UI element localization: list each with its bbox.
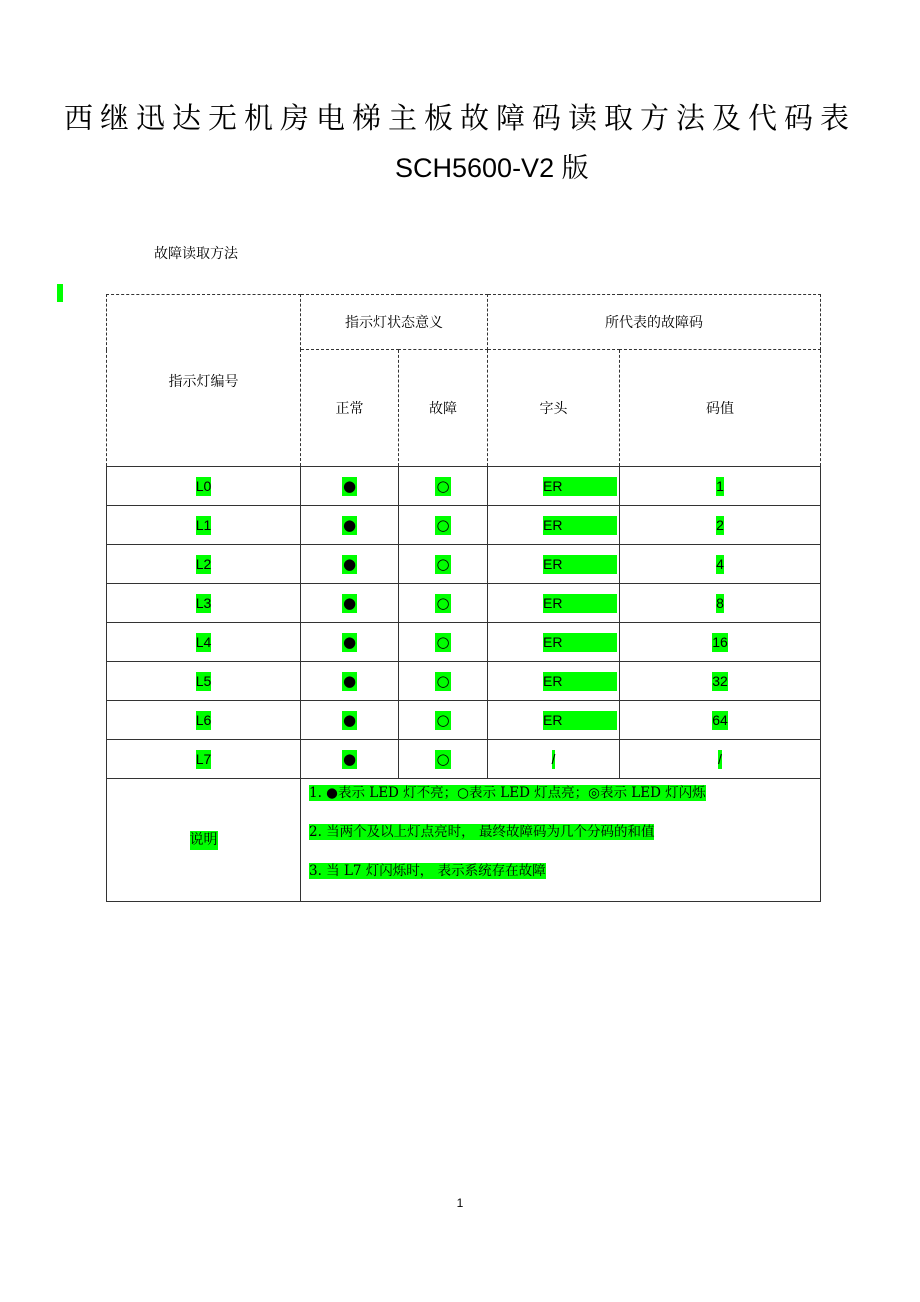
page-number: 1: [456, 1196, 464, 1210]
indicator-id-cell: [107, 701, 301, 740]
fault-cell: [399, 623, 488, 662]
code-value: 4: [716, 555, 724, 572]
prefix-value: ER: [543, 477, 617, 496]
filled-circle-icon: ●: [342, 671, 357, 690]
code-value-cell: [620, 662, 821, 701]
filled-circle-icon: ●: [342, 710, 357, 729]
fault-cell: [399, 467, 488, 506]
header-normal: 正常: [301, 350, 399, 467]
fault-cell: [399, 662, 488, 701]
hollow-circle-icon: ○: [436, 710, 450, 729]
prefix-cell: [488, 623, 620, 662]
prefix-cell: [488, 467, 620, 506]
note-item-text: 1. ●表示 LED 灯不亮；○表示 LED 灯点亮；◎表示 LED 灯闪烁: [309, 785, 706, 801]
indicator-id-cell: [107, 584, 301, 623]
fault-code-table: [106, 294, 821, 902]
fault-cell: [399, 584, 488, 623]
prefix-value: ER: [543, 672, 617, 691]
note-item: [309, 784, 820, 823]
table-row: [107, 584, 821, 623]
table-row: [107, 467, 821, 506]
code-value-cell: [620, 506, 821, 545]
normal-cell: [301, 740, 399, 779]
notes-label-cell: [107, 779, 301, 902]
prefix-value: ER: [543, 633, 617, 652]
indicator-id: L7: [195, 750, 212, 767]
indicator-id: L1: [195, 516, 212, 533]
code-value-cell: [620, 623, 821, 662]
normal-cell: [301, 467, 399, 506]
hollow-circle-icon: ○: [436, 632, 450, 651]
hollow-circle-icon: ○: [436, 671, 450, 690]
filled-circle-icon: ●: [342, 632, 357, 651]
prefix-cell: [488, 584, 620, 623]
table-header-row-1: [107, 295, 821, 350]
filled-circle-icon: ●: [342, 554, 357, 573]
prefix-value: ER: [543, 594, 617, 613]
hollow-circle-icon: ○: [436, 515, 450, 534]
note-item-text: 3. 当 L7 灯闪烁时， 表示系统存在故障: [309, 863, 546, 879]
indicator-id: L6: [195, 711, 212, 728]
code-value: 8: [716, 594, 724, 611]
prefix-value: ER: [543, 516, 617, 535]
hollow-circle-icon: ○: [436, 476, 450, 495]
title-line-2: SCH5600-V2 版: [395, 153, 589, 183]
code-value: 2: [716, 516, 724, 533]
normal-cell: [301, 584, 399, 623]
indicator-id: L4: [195, 633, 212, 650]
indicator-id-cell: [107, 623, 301, 662]
hollow-circle-icon: ○: [436, 749, 450, 768]
filled-circle-icon: ●: [342, 593, 357, 612]
table-row: [107, 623, 821, 662]
prefix-cell: [488, 701, 620, 740]
table-row: [107, 545, 821, 584]
prefix-value: /: [551, 750, 556, 767]
header-fault-code: 所代表的故障码: [488, 295, 821, 350]
normal-cell: [301, 662, 399, 701]
normal-cell: [301, 506, 399, 545]
code-value: 32: [712, 672, 728, 689]
notes-text-cell: [301, 779, 821, 902]
indicator-id-cell: [107, 506, 301, 545]
code-value: 16: [712, 633, 728, 650]
indicator-id: L0: [195, 477, 212, 494]
indicator-id-cell: [107, 467, 301, 506]
indicator-id-cell: [107, 740, 301, 779]
prefix-cell: [488, 740, 620, 779]
filled-circle-icon: ●: [342, 749, 357, 768]
table-row: [107, 662, 821, 701]
prefix-value: ER: [543, 555, 617, 574]
prefix-cell: [488, 662, 620, 701]
table-row: [107, 740, 821, 779]
fault-cell: [399, 701, 488, 740]
code-value-cell: [620, 545, 821, 584]
code-value: /: [718, 750, 722, 767]
note-item: [309, 862, 820, 901]
code-value-cell: [620, 701, 821, 740]
header-fault: 故障: [399, 350, 488, 467]
prefix-value: ER: [543, 711, 617, 730]
normal-cell: [301, 623, 399, 662]
hollow-circle-icon: ○: [436, 554, 450, 573]
filled-circle-icon: ●: [342, 515, 357, 534]
indicator-id: L2: [195, 555, 212, 572]
hollow-circle-icon: ○: [436, 593, 450, 612]
header-prefix: 字头: [488, 350, 620, 467]
indicator-id-cell: [107, 662, 301, 701]
code-value: 1: [716, 477, 724, 494]
note-item: [309, 823, 820, 862]
header-code-value: 码值: [620, 350, 821, 467]
fault-cell: [399, 545, 488, 584]
notes-label: 说明: [189, 831, 218, 848]
title-line-1: 西继迅达无机房电梯主板故障码读取方法及代码表: [63, 101, 856, 135]
fault-cell: [399, 740, 488, 779]
normal-cell: [301, 545, 399, 584]
prefix-cell: [488, 545, 620, 584]
edit-marker: [57, 284, 63, 302]
filled-circle-icon: ●: [342, 476, 357, 495]
code-value-cell: [620, 584, 821, 623]
code-value-cell: [620, 740, 821, 779]
code-value-cell: [620, 467, 821, 506]
prefix-cell: [488, 506, 620, 545]
notes-row: [107, 779, 821, 902]
code-value: 64: [712, 711, 728, 728]
fault-cell: [399, 506, 488, 545]
section-heading: 故障读取方法: [154, 246, 238, 262]
table-row: [107, 506, 821, 545]
indicator-id: L5: [195, 672, 212, 689]
note-item-text: 2. 当两个及以上灯点亮时， 最终故障码为几个分码的和值: [309, 824, 655, 840]
indicator-id: L3: [195, 594, 212, 611]
indicator-id-cell: [107, 545, 301, 584]
normal-cell: [301, 701, 399, 740]
header-indicator-id: 指示灯编号: [107, 295, 301, 467]
header-status-meaning: 指示灯状态意义: [301, 295, 488, 350]
table-row: [107, 701, 821, 740]
